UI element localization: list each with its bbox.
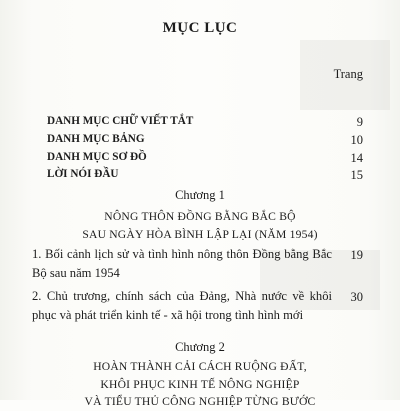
toc-item-page: 10	[350, 133, 363, 147]
toc-item-label: DANH MỤC BẢNG	[47, 133, 145, 145]
toc-item-page: 9	[356, 115, 363, 129]
toc-item-page: 14	[350, 151, 363, 165]
toc-item-diagrams[interactable]	[47, 151, 363, 166]
chapter-2-title-line-3: VÀ TIỂU THỦ CÔNG NGHIỆP TỪNG BƯỚC	[84, 395, 316, 408]
chapter-2-title-line-2: KHÔI PHỤC KINH TẾ NÔNG NGHIỆP	[100, 378, 300, 391]
toc-item-label: LỜI NÓI ĐẦU	[47, 168, 119, 180]
toc-item-tables[interactable]	[47, 133, 363, 148]
page-title: MỤC LỤC	[162, 20, 238, 36]
toc-item-page: 15	[350, 168, 363, 182]
toc-item-label: DANH MỤC SƠ ĐỒ	[47, 151, 147, 163]
chapter-1-title-line-2: SAU NGÀY HÒA BÌNH LẬP LẠI (NĂM 1954)	[82, 228, 318, 241]
chapter-1-entry-1-page: 19	[350, 248, 363, 262]
chapter-1-entry-2[interactable]: 2. Chủ trương, chính sách của Đảng, Nhà nước về khôi phục và phát triển kinh tế - xã hội trong tình hình mới	[32, 289, 332, 322]
toc-item-abbreviations[interactable]	[47, 115, 363, 130]
chapter-1-entry-2-page: 30	[350, 290, 363, 304]
chapter-1-heading: Chương 1	[175, 188, 225, 202]
chapter-1-title-line-1: NÔNG THÔN ĐỒNG BẰNG BẮC BỘ	[104, 210, 296, 223]
toc-item-preface[interactable]	[47, 168, 363, 183]
chapter-2-title-line-1: HOÀN THÀNH CẢI CÁCH RUỘNG ĐẤT,	[93, 360, 307, 373]
chapter-2-heading: Chương 2	[175, 340, 225, 354]
chapter-1-entry-1[interactable]: 1. Bối cảnh lịch sử và tình hình nông thôn Đồng bằng Bắc Bộ sau năm 1954	[32, 247, 332, 280]
page-column-header: Trang	[333, 67, 363, 81]
toc-item-label: DANH MỤC CHỮ VIẾT TẮT	[47, 115, 194, 127]
